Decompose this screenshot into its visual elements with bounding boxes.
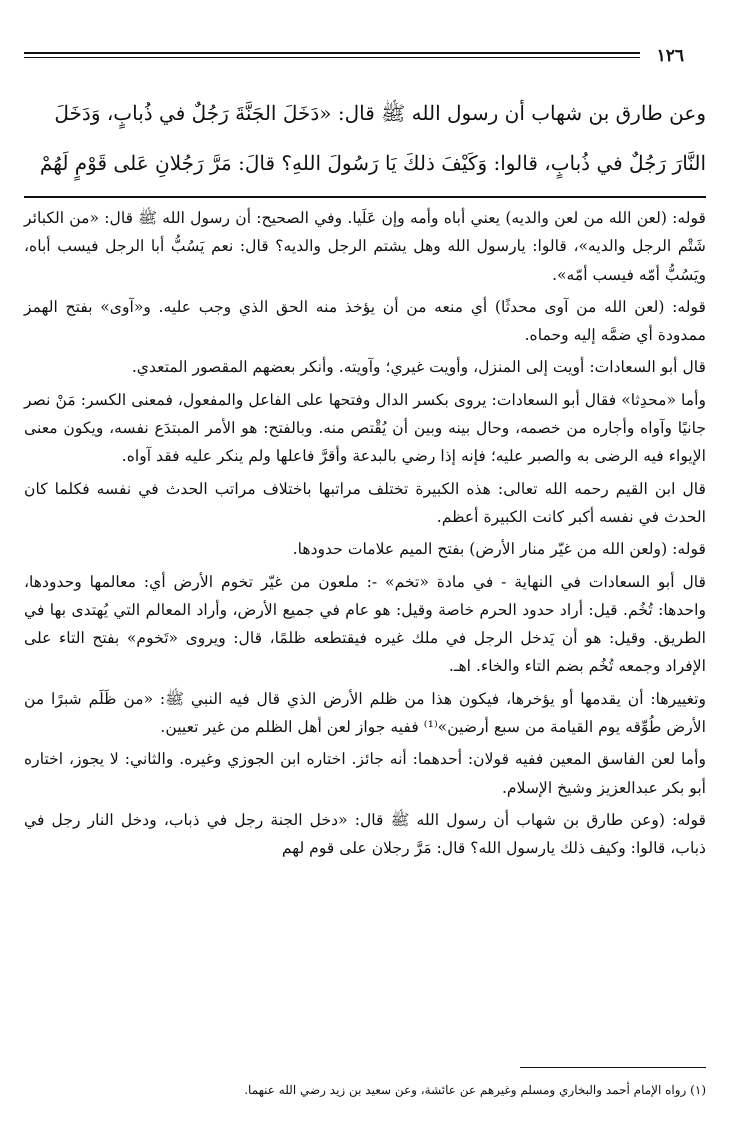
- commentary-paragraph: قوله: (لعن الله من آوى محدثًا) أي منعه من أن يؤخذ منه الحق الذي وجب عليه. و«آوى» بفتح الهمز ممدودة أي ضمَّه إليه وحماه.: [24, 297, 706, 345]
- commentary-paragraph: قال أبو السعادات: أويت إلى المنزل، وأويت غيري؛ وآويته. وأنكر بعضهم المقصور المتعدي.: [131, 358, 706, 377]
- commentary-paragraph: قوله: (وعن طارق بن شهاب أن رسول الله ﷺ قال: «دخل الجنة رجل في ذباب، ودخل النار رجل في ذباب، قالوا: وكيف ذلك يارسول الله؟ قال: مَرَّ رجلان على قوم لهم: [24, 810, 706, 858]
- commentary-paragraph: قال ابن القيم رحمه الله تعالى: هذه الكبيرة تختلف مراتبها باختلاف مراتب الحدث في نفسه فكلما كان الحدث في نفسه أكبر كانت الكبيرة أعظم.: [24, 479, 706, 526]
- commentary-paragraph: قوله: (ولعن الله من غيّر منار الأرض) بفتح الميم علامات حدودها.: [292, 540, 706, 559]
- commentary-paragraph: وتغييرها: أن يقدمها أو يؤخرها، فيكون هذا من ظلم الأرض الذي قال فيه النبي ﷺ: «من ظَلَم شبرًا من الأرض طُوِّقه يوم القيامة من سبع أرضين»⁽¹⁾ ففيه جواز لعن أهل الظلم من غير تعيين.: [24, 689, 706, 737]
- main-text-line: النَّارَ رَجُلٌ في ذُبابٍ، قالوا: وَكَيْفَ ذلكَ يَا رَسُولَ اللهِ؟ قالَ: مَرَّ رَجُلانِ عَلى قَوْمٍ لَهُمْ: [39, 151, 706, 175]
- commentary: [24, 204, 706, 867]
- commentary-paragraph: وأما لعن الفاسق المعين ففيه قولان: أحدهما: أنه جائز. اختاره ابن الجوزي وغيره. والثاني: لا يجوز، اختاره أبو بكر عبدالعزيز وشيخ الإسلام.: [24, 750, 706, 797]
- footnote-rule: [520, 1067, 706, 1068]
- header-rule: [24, 52, 640, 58]
- section-divider: [24, 196, 706, 198]
- page-number: ١٢٦: [656, 46, 684, 66]
- commentary-paragraph: قال أبو السعادات في النهاية - في مادة «تخم» -: ملعون من غيّر تخوم الأرض أي: معالمها وحدودها، واحدها: تُخُم. قيل: أراد حدود الحرم خاصة وقيل: هو عام في جميع الأرض، وأراد المعالم التي يُهتدى بها في الطريق. وقيل: هو أن يَدخل الرجل في ملك غيره فيقتطعه ظلمًا، قال: ويروى «تَخوم» بفتح التاء على الإفراد وجمعه تُخُم بضم التاء والخاء. اهـ.: [24, 572, 706, 676]
- commentary-paragraph: وأما «محدِثا» فقال أبو السعادات: يروى بكسر الدال وفتحها على الفاعل والمفعول، فمعنى الكسر: مَنْ نصر جانيًا وآواه وأجاره من خصمه، وحال بينه وبين أن يُقْتص منه. وبالفتح: هو الأمر المبتدَع نفسه، ويكون معنى الإيواء فيه الرضى به والصبر عليه؛ فإنه إذا رضي بالبدعة وأقرَّ فاعلها ولم ينكر عليه فقد آواه.: [24, 390, 706, 466]
- main-text-line: وعن طارق بن شهاب أن رسول الله ﷺ قال: «دَخَلَ الجَنَّةَ رَجُلٌ في ذُبابٍ، وَدَخَلَ: [54, 101, 706, 125]
- footnote: (١) رواه الإمام أحمد والبخاري ومسلم وغيرهم عن عائشة، وعن سعيد بن زيد رضي الله عنهما.: [244, 1083, 706, 1097]
- commentary-paragraph: قوله: (لعن الله من لعن والديه) يعني أباه وأمه وإن عَلَيا. وفي الصحيح: أن رسول الله ﷺ قال: «من الكبائر شَتْم الرجل والديه»، قالوا: يارسول الله وهل يشتم الرجل والديه؟ قال: نعم يَسُبُّ أبا الرجل فيسب أباه، ويَسُبُّ أمّه فيسب أمّه».: [24, 209, 706, 284]
- main-text: [24, 88, 706, 188]
